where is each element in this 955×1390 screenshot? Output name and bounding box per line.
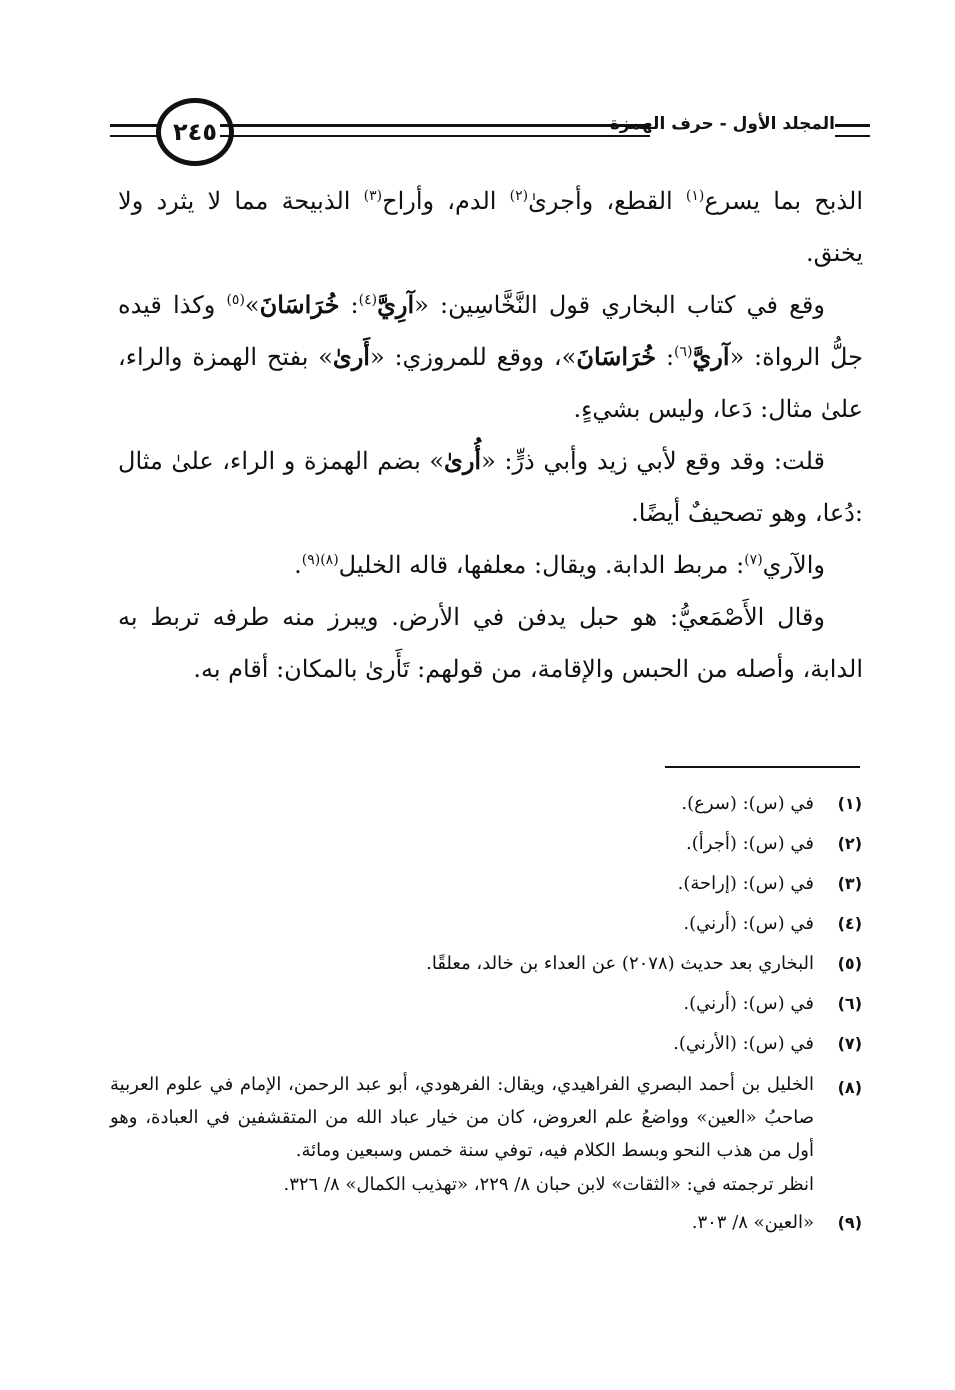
footnote-number: (١) [837,794,862,813]
footnote-text: في (س): (أرني). [683,913,814,934]
footnote-item [110,1203,862,1243]
header-rule-middle [220,124,650,137]
footnote-text: في (س): (أرني). [683,993,814,1014]
footnote-ref-2: (٢) [509,188,529,204]
footnote-separator [665,766,860,768]
footnote-item [110,824,862,864]
footnote-number: (٥) [837,954,862,973]
footnote-ref-5: (٥) [226,292,245,308]
header-rule-right [835,124,870,137]
footnote-item [110,904,862,944]
page-number: ٢٤٥ [156,98,234,166]
main-text [118,175,863,695]
footnote-text: في (س): (سرع). [681,793,814,814]
footnote-8-reference: انظر ترجمته في: «الثقات» لابن حبان ٨/ ٢٢٩، «تهذيب الكمال» ٨/ ٣٢٦. [283,1174,814,1195]
footnote-number: (٧) [837,1034,862,1053]
footnote-ref-1: (١) [685,188,705,204]
footnote-text: «العين» ٨/ ٣٠٣. [691,1212,814,1233]
footnote-text: في (س): (الأرني). [673,1033,814,1054]
footnote-item [110,984,862,1024]
footnotes [110,784,862,1243]
footnote-item [110,944,862,984]
footnote-item [110,1024,862,1064]
paragraph-4: والآري$^{(٧)}$: مربط الدابة. ويقال: معلفها، قاله الخليل$^{(٨)(٩)}$. [294,551,825,579]
footnote-text: في (س): (أجرأ). [686,833,814,854]
footnote-ref-3: (٣) [363,188,383,204]
paragraph-1: الذبح بما يسرع$^{(١)}$ القطع، وأجرىٰ$^{(٢)}$ الدم، وأراح$^{(٣)}$ الذبيحة مما لا يثرد ولا يخنق. [118,187,863,267]
page-header [110,96,870,162]
footnote-number: (٨) [837,1078,862,1097]
footnote-text: في (س): (إراحة). [677,873,814,894]
footnote-number: (٣) [837,874,862,893]
running-head: المجلد الأول - حرف الهمزة [609,114,835,134]
footnote-ref-7: (٧) [744,552,763,568]
footnote-ref-4: (٤) [358,292,378,308]
footnote-number: (٦) [837,994,862,1013]
footnote-number: (٩) [837,1213,862,1232]
footnote-text: البخاري بعد حديث (٢٠٧٨) عن العداء بن خالد، معلقًا. [426,953,814,974]
footnote-ref-6: (٦) [674,344,693,360]
footnote-ref-8-9: (٨)(٩) [301,552,339,568]
paragraph-5: وقال الأَصْمَعيُّ: هو حبل يدفن في الأرض. ويبرز منه طرفه تربط به الدابة، وأصله من الحبس والإقامة، من قولهم: تَأَرىٰ بالمكان: أقام به. [118,603,863,683]
footnote-item [110,864,862,904]
footnote-number: (٢) [837,834,862,853]
footnote-item [110,1068,862,1167]
footnote-item [110,784,862,824]
header-rule-left [110,124,158,137]
paragraph-2: وقع في كتاب البخاري قول النَّخَّاسِين: «آرِيَّ$^{(٤)}$: خُرَاسَانَ»$^{(٥)}$ وكذا قيده جلُّ الرواة: «آريَّ$^{(٦)}$: خُرَاسَانَ»، ووقع للمروزي: «أَرىٰ» بفتح الهمزة والراء، علىٰ مثال: دَعا، وليس بشيءٍ. [118,290,864,423]
paragraph-3: قلت: وقد وقع لأبي زيد وأبي ذرٍّ: «أُرىٰ» بضم الهمزة و الراء، علىٰ مثال :دُعا، وهو تصحيفٌ أيضًا. [118,446,863,527]
footnote-number: (٤) [837,914,862,933]
footnote-text: الخليل بن أحمد البصري الفراهيدي، ويقال: الفرهودي، أبو عبد الرحمن، الإمام في علوم العربية صاحبُ «العين» وواضعُ علم العروض، كان من خيار عباد الله من المتقشفين في العبادة، وهو أول من هذب النحو وبسط الكلام فيه، توفي سنة خمس وسبعين ومائة. [110,1074,814,1161]
